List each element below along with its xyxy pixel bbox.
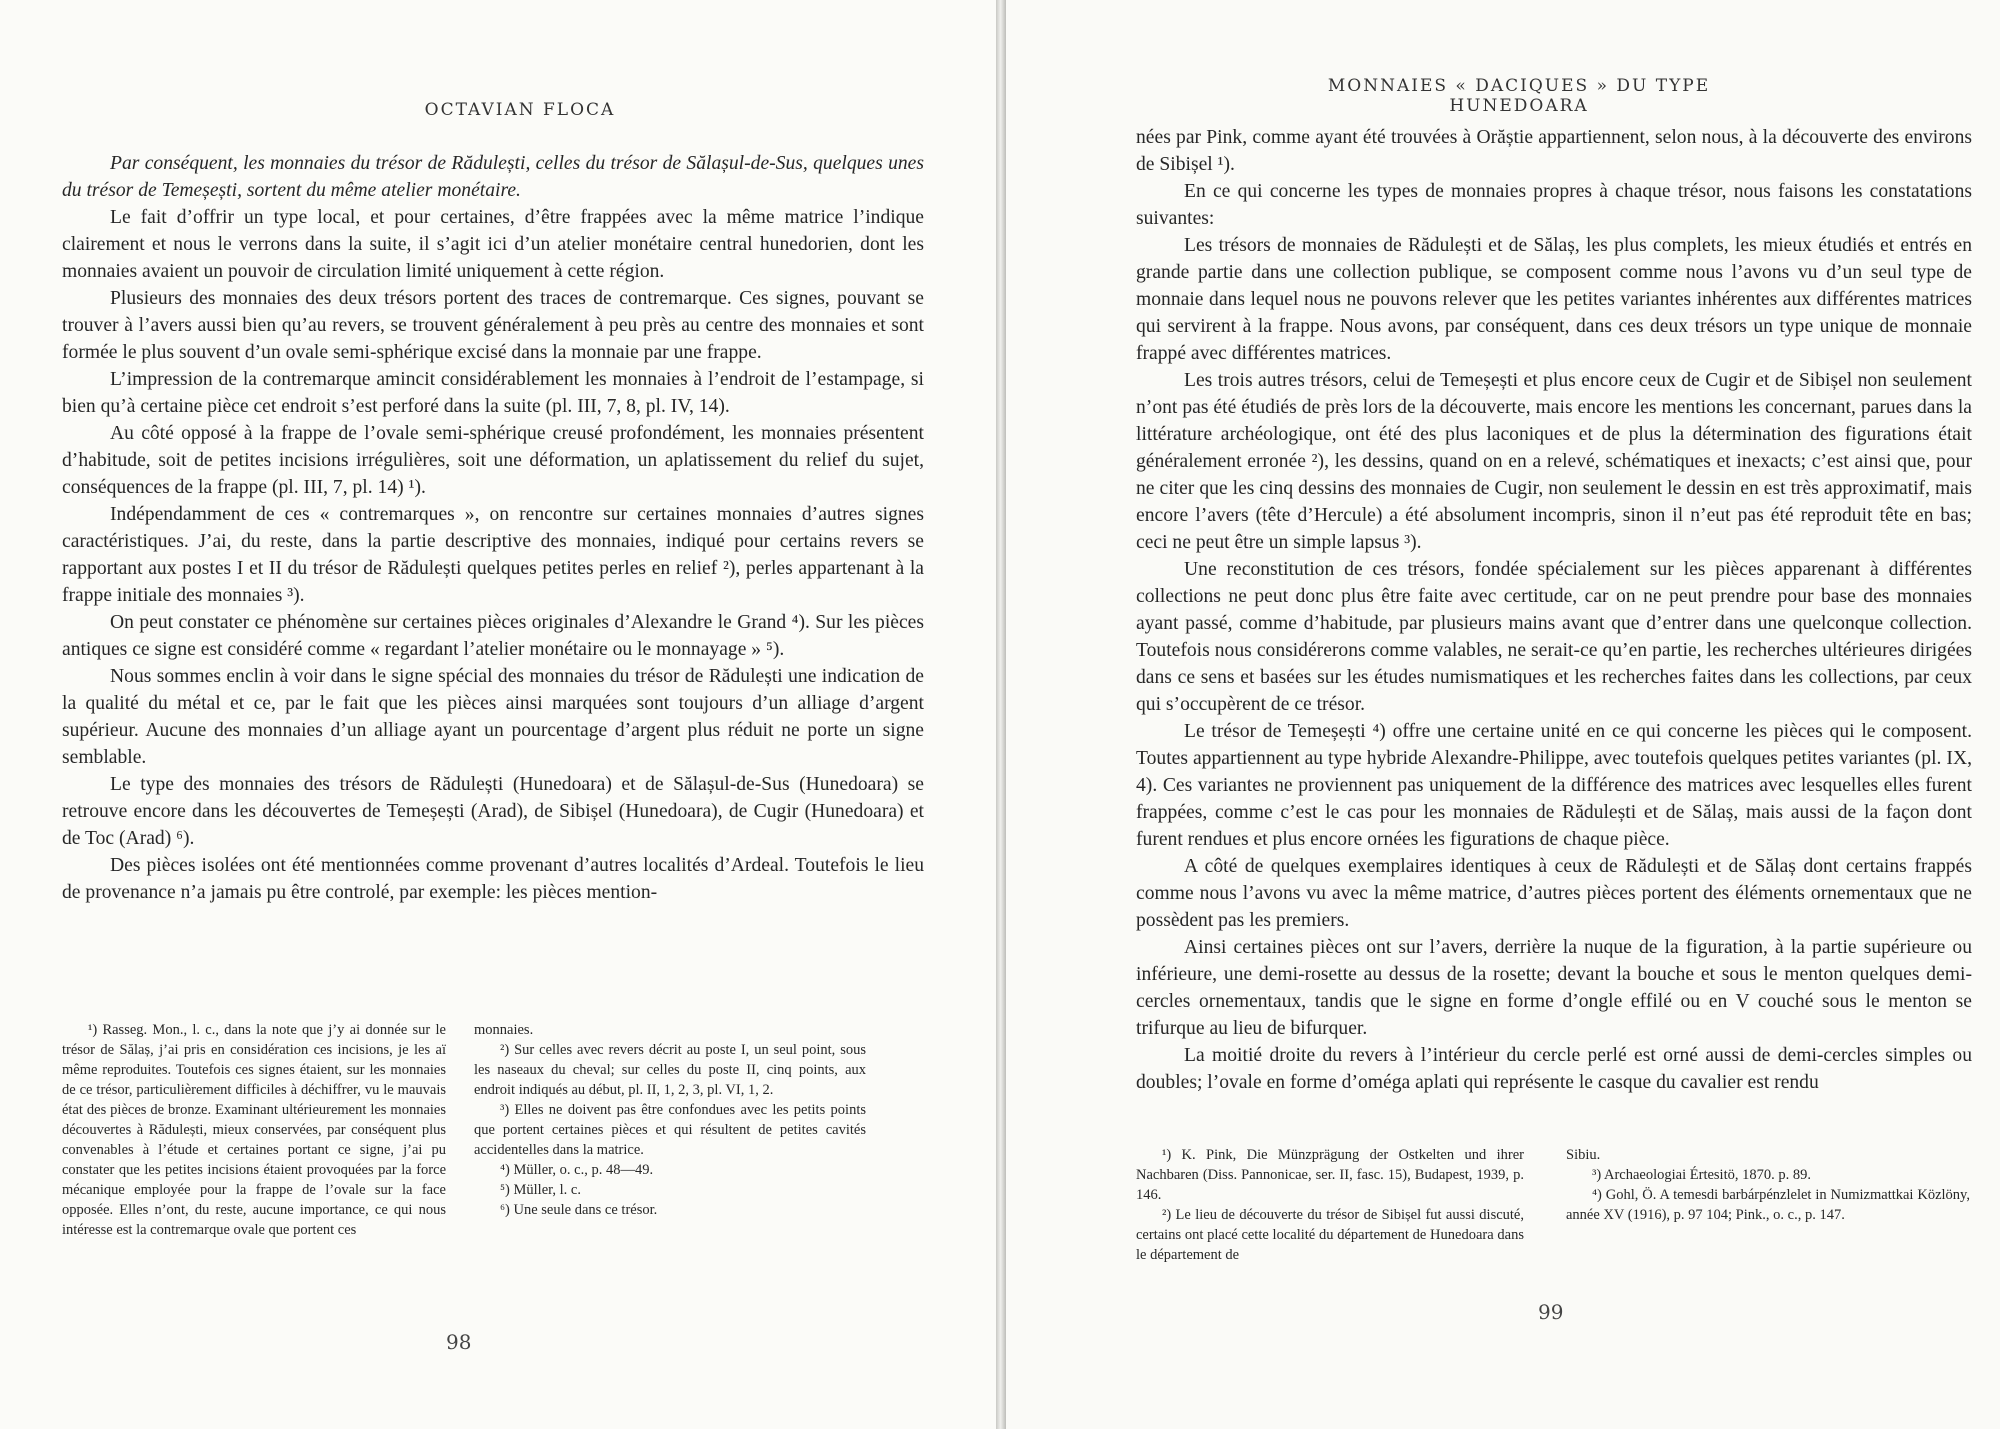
footnote: Sibiu.: [1566, 1147, 1601, 1163]
paragraph: Indépendamment de ces « contremarques », on rencontre sur certaines monnaies d’autres signes caractéristiques. J’ai, du reste, dans la partie descriptive des monnaies, indiqué pour certains revers se rapportant aux postes I et II du trésor de Rădulești quelques petites perles en relief ²), perles appartenant à la frappe initiale des monnaies ³).: [62, 504, 924, 606]
paragraph: Ainsi certaines pièces ont sur l’avers, derrière la nuque de la figuration, à la partie supérieure ou inférieure, une demi-rosette au dessus de la rosette; devant la bouche et sous le menton quelques demi-cercles ornementaux, tandis que le signe en forme d’ongle effilé ou en V couché sous le menton se trifurque au lieu de bifurquer.: [1136, 937, 1972, 1039]
footnotes-column-2: [1566, 1145, 1970, 1225]
paragraph: Les trois autres trésors, celui de Temeșești et plus encore ceux de Cugir et de Sibișel non seulement n’ont pas été étudiés de près lors de la découverte, mais encore les mentions les concernant, parues dans la littérature archéologique, ont été des plus laconiques et de plus la détermination des figurations était généralement erronée ²), les dessins, quand on en a relevé, schématiques et inexacts; c’est ainsi que, pour ne citer que les cinq dessins des monnaies de Cugir, non seulement le dessin en est très approximatif, mais encore l’avers (tête d’Hercule) a été absolument incompris, sinon il n’eut pas été reproduit tête en bas; ceci ne peut être un simple lapsus ³).: [1136, 370, 1972, 553]
running-head: MONNAIES « DACIQUES » DU TYPE HUNEDOARA: [1327, 76, 1711, 116]
main-text: [62, 150, 924, 906]
footnote: ¹) Rasseg. Mon., l. c., dans la note que j’y ai donnée sur le trésor de Sălaș, j’ai pris en considération ces incisions, je les aï même reproduites. Toutefois ces signes étaient, sur les monnaies de ce trésor, particulièrement difficiles à déchiffrer, vu le mauvais état des pièces de bronze. Examinant ultérieurement les monnaies découvertes à Rădulești, mieux conservées, par conséquent plus convenables à l’étude et certaines portant ce signe, j’ai pu constater que les petites incisions étaient provoquées par la force mécanique employée pour la frappe de l’ovale sur la face opposée. Elles n’ont, du reste, aucune importance, ce qui nous intéresse est la contremarque ovale que portent ces: [62, 1022, 446, 1238]
footnote: ³) Elles ne doivent pas être confondues avec les petits points que portent certaines pièces et qui résultent de petites cavités accidentelles dans la matrice.: [474, 1102, 866, 1158]
running-head: OCTAVIAN FLOCA: [424, 100, 616, 120]
paragraph: Le fait d’offrir un type local, et pour certaines, d’être frappées avec la même matrice l’indique clairement et nous le verrons dans la suite, il s’agit ici d’un atelier monétaire central hunedorien, dont les monnaies avaient un pouvoir de circulation limité uniquement à cette région.: [62, 207, 924, 282]
footnotes-column-1: [62, 1020, 446, 1240]
paragraph: Au côté opposé à la frappe de l’ovale semi-sphérique creusé profondément, les monnaies présentent d’habitude, soit de petites incisions irrégulières, soit une déformation, un aplatissement du relief du sujet, conséquences de la frappe (pl. III, 7, pl. 14) ¹).: [62, 423, 924, 498]
paragraph: Plusieurs des monnaies des deux trésors portent des traces de contremarque. Ces signes, pouvant se trouver à l’avers aussi bien qu’au revers, se trouvent généralement à peu près au centre des monnaies et sont formée le plus souvent d’un ovale semi-sphérique excisé dans la monnaie par une frappe.: [62, 288, 924, 363]
right-page: [1006, 0, 2000, 1429]
main-text: [1136, 124, 1972, 1096]
paragraph: L’impression de la contremarque amincit considérablement les monnaies à l’endroit de l’estampage, si bien qu’à certaine pièce cet endroit s’est perforé dans la suite (pl. III, 7, 8, pl. IV, 14).: [62, 369, 924, 417]
paragraph: Une reconstitution de ces trésors, fondée spécialement sur les pièces apparenant à différentes collections ne peut donc plus être faite avec certitude, car on ne peut prendre pour base des monnaies ayant passé, comme d’habitude, par plusieurs mains avant que d’entrer dans une quelconque collection. Toutefois nous considérerons comme valables, ne serait-ce qu’en partie, les recherches ultérieures dirigées dans ce sens et basées sur les études numismatiques et les recherches faites dans les collections, par ceux qui s’occupèrent de ce trésor.: [1136, 559, 1972, 715]
paragraph: Des pièces isolées ont été mentionnées comme provenant d’autres localités d’Ardeal. Toutefois le lieu de provenance n’a jamais pu être controlé, par exemple: les pièces mention-: [62, 855, 924, 903]
book-gutter: [996, 0, 1006, 1429]
paragraph: nées par Pink, comme ayant été trouvées à Orăștie appartiennent, selon nous, à la découverte des environs de Sibișel ¹).: [1136, 127, 1972, 175]
paragraph: Le trésor de Temeșești ⁴) offre une certaine unité en ce qui concerne les pièces qui le composent. Toutes appartiennent au type hybride Alexandre-Philippe, avec toutefois quelques petites variantes (pl. IX, 4). Ces variantes ne proviennent pas uniquement de la différence des matrices avec lesquelles elles furent frappées, comme c’est le cas pour les monnaies de Rădulești et de Sălaș, mais aussi de la façon dont furent rendues et plus encore ornées les figurations de chaque pièce.: [1136, 721, 1972, 850]
footnote: ⁵) Müller, l. c.: [500, 1182, 581, 1198]
paragraph: Les trésors de monnaies de Rădulești et de Sălaș, les plus complets, les mieux étudiés et entrés en grande partie dans une collection publique, se composent comme nous l’avons vu d’un seul type de monnaie dans lequel nous ne pouvons relever que les petites variantes inhérentes aux différentes matrices qui servirent à la frappe. Nous avons, par conséquent, dans ces deux trésors un type unique de monnaie frappé avec différentes matrices.: [1136, 235, 1972, 364]
paragraph: Par conséquent, les monnaies du trésor de Rădulești, celles du trésor de Sălașul-de-Sus, quelques unes du trésor de Temeșești, sortent du même atelier monétaire.: [62, 153, 924, 201]
page-number: 98: [446, 1330, 472, 1354]
paragraph: En ce qui concerne les types de monnaies propres à chaque trésor, nous faisons les constatations suivantes:: [1136, 181, 1972, 229]
footnote: ¹) K. Pink, Die Münzprägung der Ostkelten und ihrer Nachbaren (Diss. Pannonicae, ser. II, fasc. 15), Budapest, 1939, p. 146.: [1136, 1147, 1524, 1203]
paragraph: On peut constater ce phénomène sur certaines pièces originales d’Alexandre le Grand ⁴). Sur les pièces antiques ce signe est considéré comme « regardant l’atelier monétaire ou le monnayage » ⁵).: [62, 612, 924, 660]
footnote: ²) Sur celles avec revers décrit au poste I, un seul point, sous les naseaux du cheval; sur celles du poste II, cinq points, aux endroit indiqués au début, pl. II, 1, 2, 3, pl. VI, 1, 2.: [474, 1042, 866, 1098]
footnotes-column-1: [1136, 1145, 1524, 1265]
footnote: ³) Archaeologiai Értesitö, 1870. p. 89.: [1592, 1167, 1811, 1183]
footnote: ⁶) Une seule dans ce trésor.: [500, 1202, 658, 1218]
footnote: ²) Le lieu de découverte du trésor de Sibișel fut aussi discuté, certains ont placé cette localité du département de Hunedoara dans le département de: [1136, 1207, 1524, 1263]
paragraph: Nous sommes enclin à voir dans le signe spécial des monnaies du trésor de Rădulești une indication de la qualité du métal et ce, par le fait que les pièces ainsi marquées sont toujours d’un alliage d’argent supérieur. Aucune des monnaies d’un alliage ayant un pourcentage d’argent plus réduit ne porte un signe semblable.: [62, 666, 924, 768]
left-page: [0, 0, 996, 1429]
footnote: ⁴) Müller, o. c., p. 48—49.: [500, 1162, 654, 1178]
paragraph: A côté de quelques exemplaires identiques à ceux de Rădulești et de Sălaș dont certains frappés comme nous l’avons vu avec la même matrice, d’autres pièces portent des éléments ornementaux que ne possèdent pas les premiers.: [1136, 856, 1972, 931]
paragraph: Le type des monnaies des trésors de Rădulești (Hunedoara) et de Sălașul-de-Sus (Hunedoara) se retrouve encore dans les découvertes de Temeșești (Arad), de Sibișel (Hunedoara), de Cugir (Hunedoara) et de Toc (Arad) ⁶).: [62, 774, 924, 849]
footnote: ⁴) Gohl, Ö. A temesdi barbárpénzlelet in Numizmattkai Közlöny, année XV (1916), p. 97 104; Pink., o. c., p. 147.: [1566, 1187, 1970, 1223]
page-number: 99: [1538, 1300, 1564, 1324]
footnotes-column-2: [474, 1020, 866, 1220]
paragraph: La moitié droite du revers à l’intérieur du cercle perlé est orné aussi de demi-cercles simples ou doubles; l’ovale en forme d’oméga aplati qui représente le casque du cavalier est rendu: [1136, 1045, 1972, 1093]
footnote: monnaies.: [474, 1022, 534, 1038]
